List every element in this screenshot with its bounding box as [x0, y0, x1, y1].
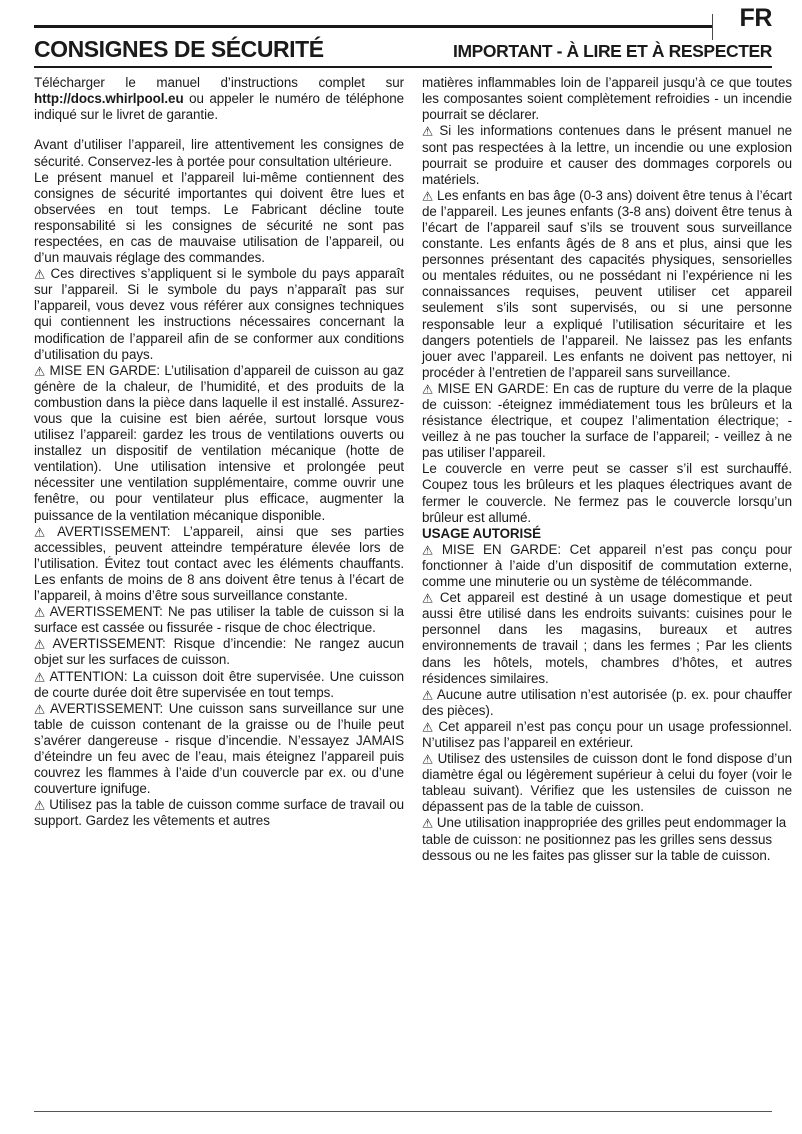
warning-triangle-icon: ⚠ [34, 524, 46, 540]
warning-triangle-icon: ⚠ [422, 751, 434, 767]
paragraph-follow-instructions [422, 123, 792, 187]
paragraph-glass-lid [422, 461, 792, 525]
paragraph-text: MISE EN GARDE: L’utilisation d’appareil de cuisson au gaz génère de la chaleur, de l’humidité, et des produits de la combustion dans la pièce dans laquelle il est installé. Assurez-vous que la cuisine est bien aérée, surtout lorsque vous utilisez l’appareil: gardez les trous de ventilations ouverts ou installez un dispositif de ventilation mécanique (hotte de ventilation). Une utilisation intensive et prolongée peut nécessiter une ventilation supplémentaire, comme ouvrir une fenêtre, ou pour ventilateur plus efficace, augmenter la puissance de la ventilation mécanique disponible. [34, 362, 404, 523]
paragraph-read-instructions [34, 137, 404, 169]
header-rule-row [34, 4, 772, 32]
warning-triangle-icon: ⚠ [422, 590, 434, 606]
language-code: FR [739, 4, 772, 32]
warning-triangle-icon: ⚠ [422, 542, 434, 558]
paragraph-text: Si les informations contenues dans le présent manuel ne sont pas respectées à la lettre, un incendie ou une explosion pourrait se produire et causer des dommages corporels ou matériels. [422, 123, 792, 187]
warning-triangle-icon: ⚠ [422, 815, 434, 831]
warning-triangle-icon: ⚠ [422, 188, 434, 204]
paragraph-text: matières inflammables loin de l’appareil jusqu’à ce que toutes les composantes soient complètement refroidies - un incendie pourrait se déclarer. [422, 75, 792, 123]
header-rule-tick [712, 14, 713, 40]
paragraph-unattended-cooking [34, 701, 404, 798]
paragraph-text-suffix: ou appeler le numéro de téléphone indiqué sur le livret de garantie. [34, 91, 404, 123]
paragraph-text: Le couvercle en verre peut se casser s’il est surchauffé. Coupez tous les brûleurs et les plaques électriques avant de fermer le couvercle. Ne fermez pas le couvercle lorsqu’un brûleur est allumé. [422, 461, 792, 525]
paragraph-manual-contains-safety [34, 170, 404, 267]
paragraph-text: Cet appareil n’est pas conçu pour un usage professionnel. N’utilisez pas l’appareil en extérieur. [422, 718, 792, 750]
paragraph-download-manual [34, 75, 404, 123]
title-row [34, 30, 772, 64]
warning-triangle-icon: ⚠ [34, 636, 46, 652]
paragraph-text: Le présent manuel et l’appareil lui-même contiennent des consignes de sécurité importantes qui doivent être lues et observées en tout temps. Le Fabricant décline toute responsabilité si les consignes de sécurité ne sont pas respectées, en cas de mauvaise utilisation de l’appareil, ou d’un mauvais réglage des commandes. [34, 169, 404, 266]
paragraph-fire-risk-storage [34, 636, 404, 668]
paragraph-not-professional [422, 719, 792, 751]
warning-triangle-icon: ⚠ [34, 363, 46, 379]
paragraph-text: MISE EN GARDE: En cas de rupture du verre de la plaque de cuisson: -éteignez immédiatement tous les brûleurs et la résistance électrique, et coupez l’alimentation électrique; - veillez à ne pas toucher la surface de l’appareil; - veillez à ne pas utiliser l’appareil. [422, 380, 792, 461]
warning-triangle-icon: ⚠ [422, 719, 434, 735]
paragraph-text: ATTENTION: La cuisson doit être supervisée. Une cuisson de courte durée doit être supervisée en tout temps. [34, 668, 404, 700]
warning-triangle-icon: ⚠ [34, 797, 46, 813]
paragraph-text: Aucune autre utilisation n’est autorisée (p. ex. pour chauffer des pièces). [422, 686, 793, 718]
paragraph-text: AVERTISSEMENT: Une cuisson sans surveillance sur une table de cuisson contenant de la graisse ou de l’huile peut s’avérer dangereuse - risque d’incendie. N’essayez JAMAIS d’éteindre un feu avec de l’eau, mais éteignez l’appareil puis couvrez les flammes à l’aide d’un couvercle par ex. ou d’une couverture ignifuge. [34, 700, 405, 797]
paragraph-text: Avant d’utiliser l’appareil, lire attentivement les consignes de sécurité. Conservez-les à portée pour consultation ultérieure. [34, 137, 404, 169]
paragraph-country-symbol [34, 266, 404, 363]
warning-triangle-icon: ⚠ [422, 123, 434, 139]
manual-url[interactable]: http://docs.whirlpool.eu [34, 91, 184, 107]
paragraph-text: Utilisez pas la table de cuisson comme surface de travail ou support. Gardez les vêtements et autres [34, 797, 404, 829]
page-header [34, 0, 772, 68]
paragraph-no-other-use [422, 687, 792, 719]
paragraph-not-worksurface [34, 797, 404, 829]
left-column [34, 75, 404, 864]
paragraph-grates-misuse [422, 815, 792, 863]
warning-triangle-icon: ⚠ [34, 701, 46, 717]
paragraph-domestic-use [422, 590, 792, 687]
warning-triangle-icon: ⚠ [34, 266, 46, 282]
paragraph-cookware-diameter [422, 751, 792, 815]
paragraph-text: AVERTISSEMENT: L’appareil, ainsi que ses parties accessibles, peuvent atteindre température élevée lors de l’utilisation. Évitez tout contact avec les éléments chauffants. Les enfants de moins de 8 ans doivent être tenus à l’écart de l’appareil, à moins d’être sous surveillance constante. [34, 523, 404, 604]
paragraph-hot-surfaces [34, 524, 404, 604]
paragraph-external-timer [422, 542, 792, 590]
paragraph-supervision [34, 669, 404, 701]
paragraph-text: Utilisez des ustensiles de cuisson dont le fond dispose d’un diamètre égal ou légèrement supérieur à celui du foyer (voir le tableau suivant). Vérifiez que les ustensiles de cuisson ne dépassent pas de la table de cuisson. [422, 751, 792, 815]
header-top-rule [34, 25, 713, 28]
paragraph-gas-ventilation [34, 363, 404, 524]
right-column [422, 75, 792, 864]
paragraph-text: Télécharger le manuel d’instructions complet sur [34, 75, 404, 91]
warning-triangle-icon: ⚠ [422, 687, 434, 703]
paragraph-text: MISE EN GARDE: Cet appareil n’est pas conçu pour fonctionner à l’aide d’un dispositif de commutation externe, comme une minuterie ou un système de télécommande. [422, 541, 792, 590]
page-title: CONSIGNES DE SÉCURITÉ [34, 36, 324, 62]
footer-rule [34, 1111, 772, 1112]
paragraph-text: AVERTISSEMENT: Ne pas utiliser la table de cuisson si la surface est cassée ou fissurée - risque de choc électrique. [34, 604, 404, 636]
header-bottom-rule [34, 66, 772, 68]
paragraph-text: Les enfants en bas âge (0-3 ans) doivent être tenus à l’écart de l’appareil. Les jeunes enfants (3-8 ans) doivent être tenus à l’écart de l’appareil sauf s’ils se trouvent sous surveillance constante. Les enfants âgés de 8 ans et plus, ainsi que les personnes présentant des capacités physiques, sensorielles ou mentales réduites, ou ne possédant ni l’expérience ni les connaissances requises, peuvent utiliser cet appareil seulement s’ils sont supervisés, ou si une personne responsable leur a expliqué l’utilisation sécuritaire et les dangers potentiels de l’appareil. Ne laissez pas les enfants jouer avec l’appareil. Les enfants ne doivent pas nettoyer, ni procéder à l’entretien de l’appareil sans surveillance. [422, 187, 792, 380]
paragraph-cracked-surface [34, 604, 404, 636]
warning-triangle-icon: ⚠ [34, 604, 46, 620]
warning-triangle-icon: ⚠ [34, 669, 46, 685]
paragraph-text: Cet appareil est destiné à un usage domestique et peut aussi être utilisé dans les endroits suivants: cuisines pour le personnel dans les magasins, bureaux et autres environnements de travail ; dans les fermes ; Par les clients dans les hôtels, motels, chambres d’hôtes, et autres résidences similaires. [422, 590, 792, 686]
warning-triangle-icon: ⚠ [422, 381, 434, 397]
paragraph-children-safety [422, 188, 792, 381]
paragraph-glass-breakage [422, 381, 792, 461]
two-column-body [34, 75, 793, 864]
paragraph-text: AVERTISSEMENT: Risque d’incendie: Ne rangez aucun objet sur les surfaces de cuisson. [34, 636, 404, 668]
paragraph-text: Une utilisation inappropriée des grilles peut endommager la table de cuisson: ne positionnez pas les grilles sens dessus dessous ou ne les faites pas glisser sur la table de cuisson. [422, 815, 787, 863]
paragraph-text: Ces directives s’appliquent si le symbole du pays apparaît sur l’appareil. Si le symbole du pays n’apparaît pas sur l’appareil, vous devez vous référer aux consignes techniques qui contiennent les instructions nécessaires concernant la modification de l’appareil afin de se conformer aux conditions d’utilisation du pays. [34, 266, 404, 362]
page-subtitle: IMPORTANT - À LIRE ET À RESPECTER [453, 41, 772, 61]
section-heading: USAGE AUTORISÉ [422, 525, 541, 541]
paragraph-flammable-materials [422, 75, 792, 123]
